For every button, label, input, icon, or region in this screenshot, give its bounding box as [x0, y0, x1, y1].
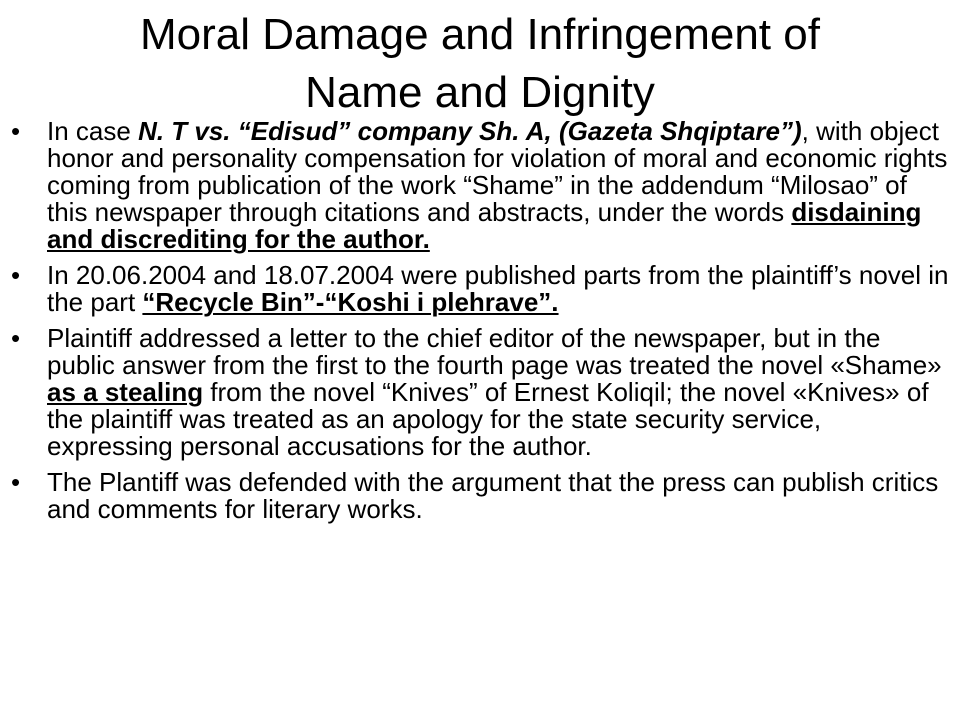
bullet-list — [0, 118, 960, 532]
emphasis-text: as a stealing — [47, 377, 204, 407]
title-line-2: Name and Dignity — [305, 68, 655, 117]
bullet-dot-icon: • — [11, 260, 21, 290]
emphasis-text: disdaining and discrediting for the author. — [47, 197, 922, 254]
bullet-dot-icon: • — [11, 467, 21, 497]
bullet-text: The Plantiff was defended with the argument that the press can publish critics and comments for literary works. — [47, 467, 939, 524]
bullet-text: In case — [47, 116, 139, 146]
case-name: N. T vs. “Edisud” company Sh. A, (Gazeta Shqiptare”) — [138, 116, 802, 146]
bullet-item-case — [0, 118, 960, 253]
bullet-text: In 20.06.2004 and 18.07.2004 were published parts from the plaintiff’s novel in the part — [47, 260, 949, 317]
bullet-text: from the novel “Knives” of Ernest Koliqil; the novel «Knives» of the plaintiff was treated as an apology for the state security service, expressing personal accusations for the author. — [47, 377, 929, 461]
emphasis-text: “Recycle Bin”-“Koshi i plehrave”. — [142, 287, 559, 317]
title-line-1: Moral Damage and Infringement of — [140, 10, 820, 59]
bullet-text: , with object honor and personality compensation for violation of moral and economic rights coming from publication of the work “Shame” in the addendum “Milosao” of this newspaper through citations and abstracts, under the words — [47, 116, 948, 227]
slide-title — [40, 6, 920, 122]
bullet-text: Plaintiff addressed a letter to the chief editor of the newspaper, but in the public answer from the first to the fourth page was treated the novel «Shame» — [47, 323, 942, 380]
bullet-dot-icon: • — [11, 116, 21, 146]
bullet-item-defense — [0, 469, 960, 523]
bullet-item-letter — [0, 325, 960, 460]
bullet-dot-icon: • — [11, 323, 21, 353]
bullet-item-publication — [0, 262, 960, 316]
